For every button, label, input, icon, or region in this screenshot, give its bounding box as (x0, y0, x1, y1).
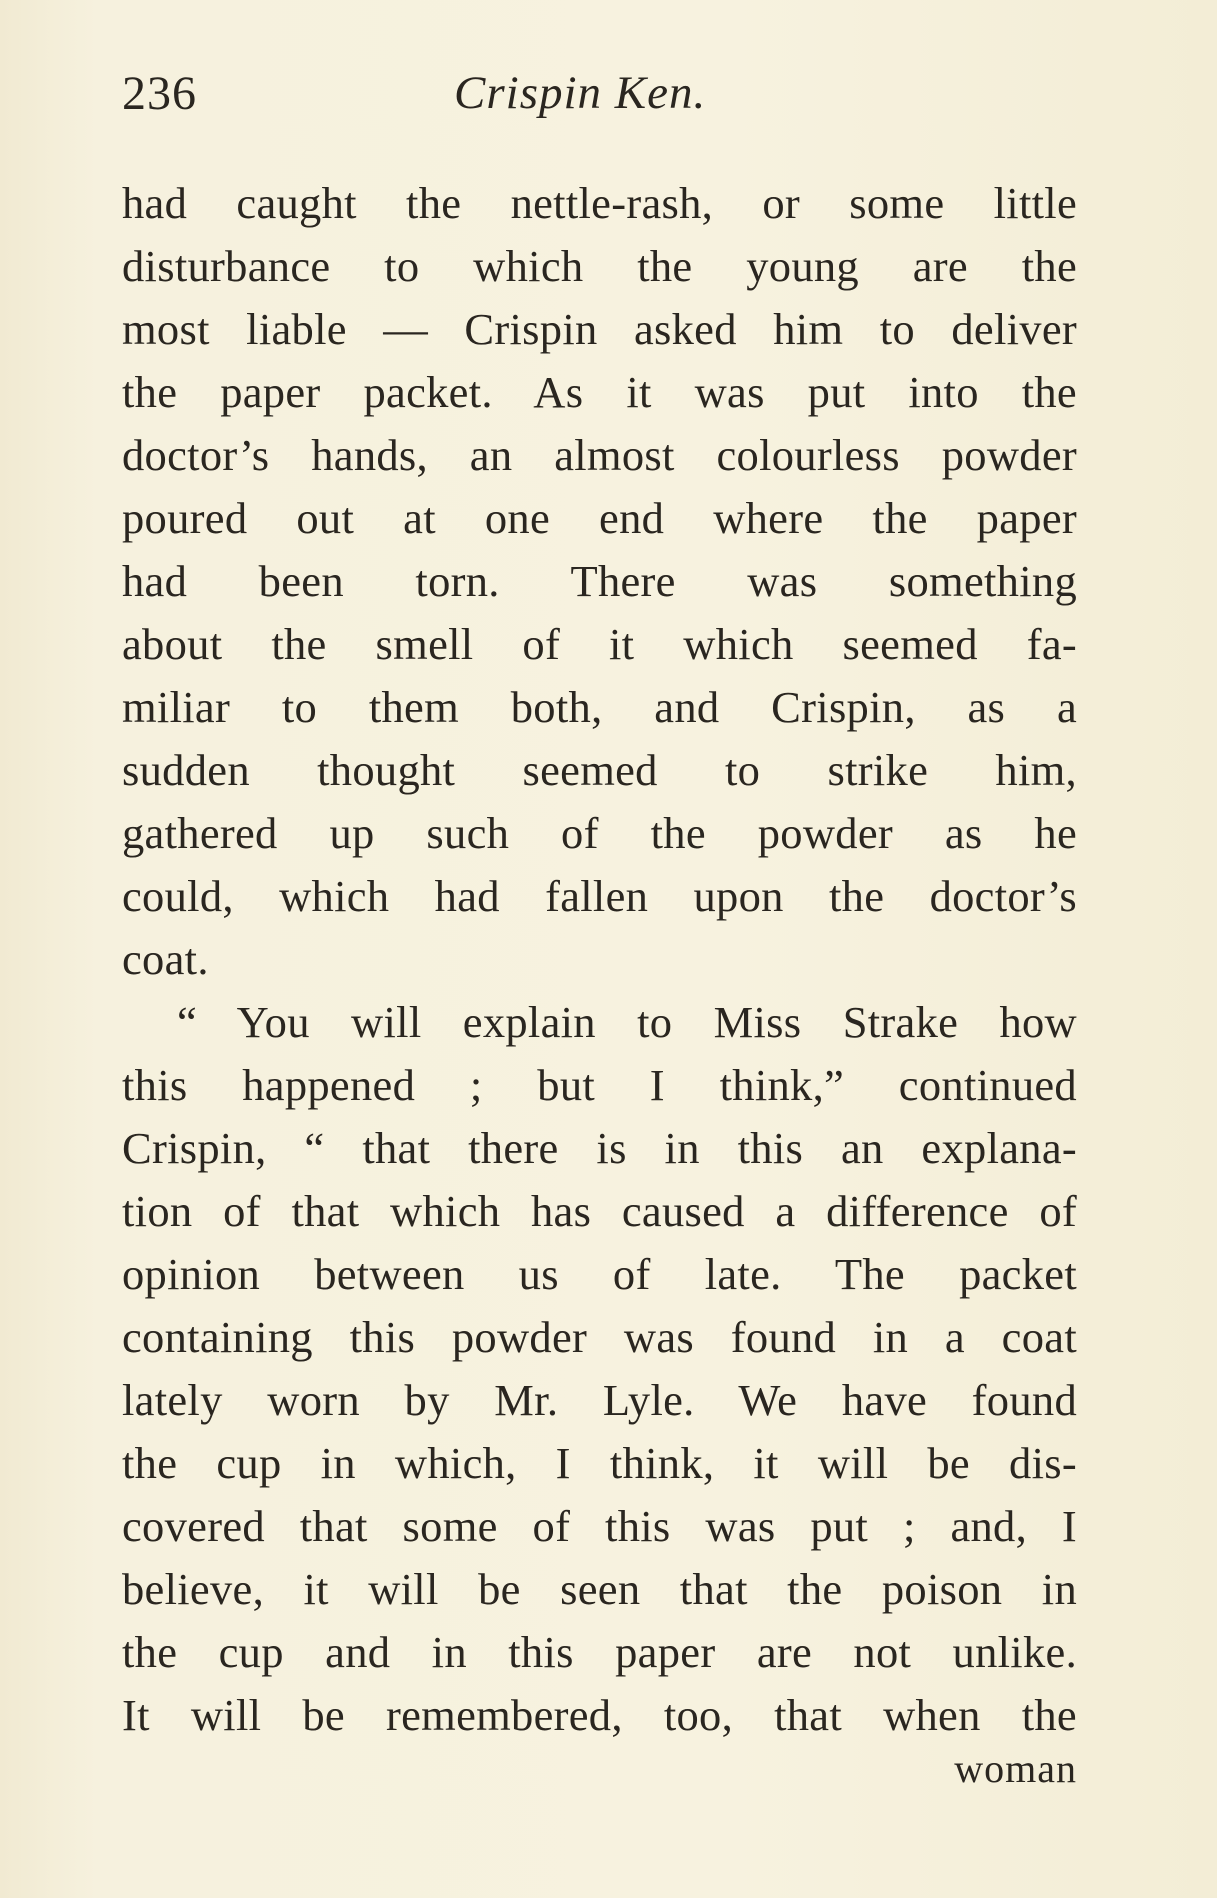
text-line: could, which had fallen upon the doctor’s (122, 871, 1077, 921)
text-line: opinion between us of late. The packet (122, 1249, 1077, 1299)
catchword: woman (954, 1746, 1077, 1791)
text-line: sudden thought seemed to strike him, (122, 745, 1077, 795)
text-line: lately worn by Mr. Lyle. We have found (122, 1375, 1077, 1425)
text-line: this happened ; but I think,” continued (122, 1060, 1077, 1110)
running-title: Crispin Ken. (454, 67, 707, 119)
text-line: covered that some of this was put ; and, I (122, 1501, 1077, 1551)
text-line: poured out at one end where the paper (122, 493, 1077, 543)
text-line: most liable — Crispin asked him to deliver (122, 304, 1077, 354)
body-text (122, 172, 1077, 1747)
text-line: the cup and in this paper are not unlike. (122, 1627, 1077, 1677)
text-line: doctor’s hands, an almost colourless powder (122, 430, 1077, 480)
text-line: Crispin, “ that there is in this an explana- (122, 1123, 1077, 1173)
text-line: containing this powder was found in a coat (122, 1312, 1077, 1362)
text-line: the cup in which, I think, it will be dis- (122, 1438, 1077, 1488)
text-line: disturbance to which the young are the (122, 241, 1077, 291)
page-number: 236 (122, 67, 197, 120)
text-line: had been torn. There was something (122, 556, 1077, 606)
text-line: miliar to them both, and Crispin, as a (122, 682, 1077, 732)
text-line: believe, it will be seen that the poison in (122, 1564, 1077, 1614)
paragraph-end-line: coat. (122, 934, 209, 984)
text-line: tion of that which has caused a difference of (122, 1186, 1077, 1236)
page-header (122, 66, 1072, 126)
text-line: the paper packet. As it was put into the (122, 367, 1077, 417)
text-line: gathered up such of the powder as he (122, 808, 1077, 858)
text-line: It will be remembered, too, that when the (122, 1690, 1077, 1740)
paragraph-start-line: “ You will explain to Miss Strake how (177, 997, 1077, 1047)
text-line: about the smell of it which seemed fa- (122, 619, 1077, 669)
text-line: had caught the nettle-rash, or some little (122, 178, 1077, 228)
